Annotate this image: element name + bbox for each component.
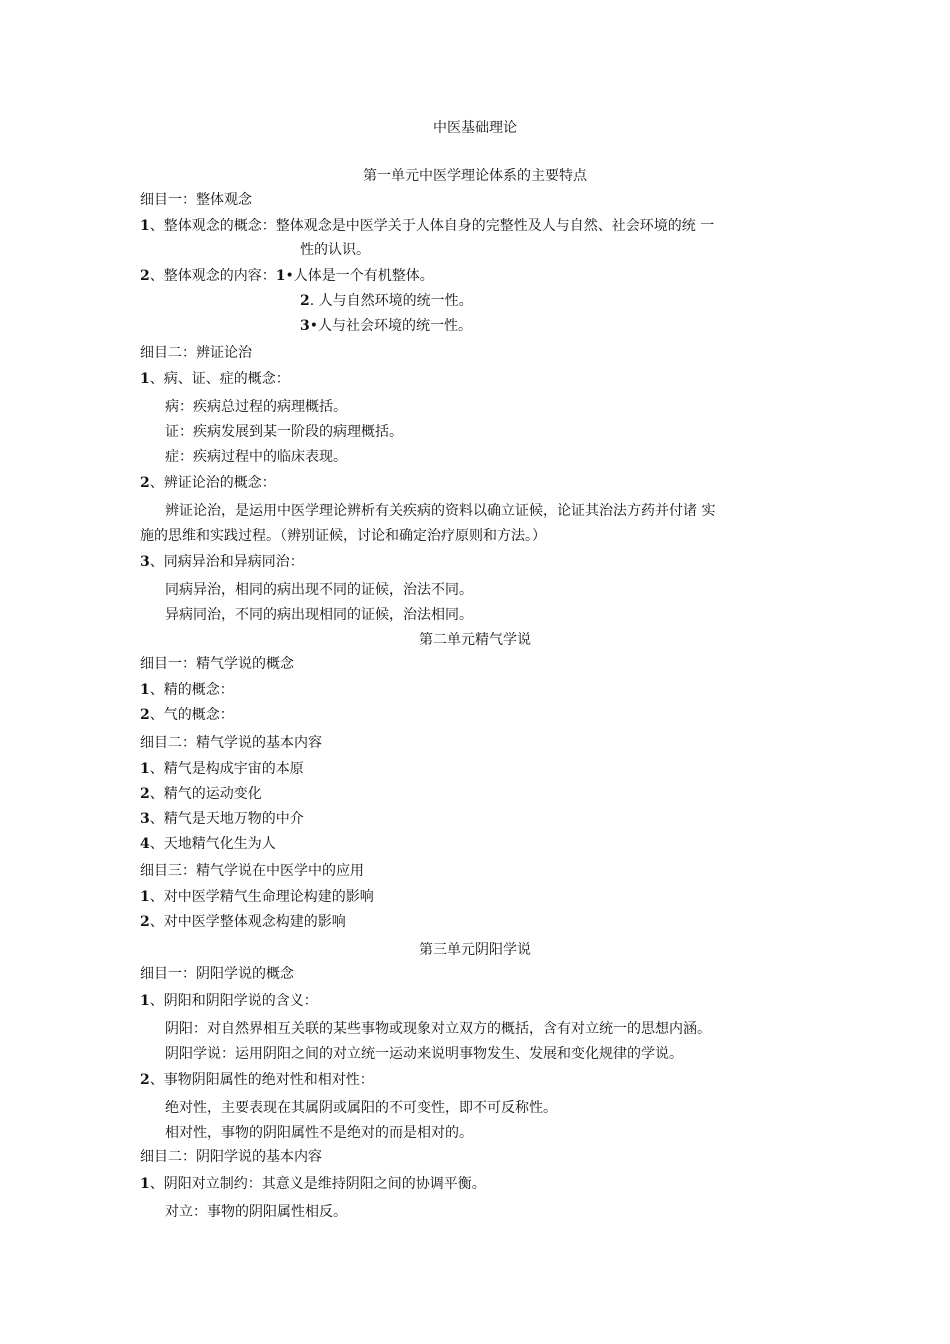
unit-2-title: 第二单元精气学说 [419, 632, 531, 648]
sub-list-item: 3•人与社会环境的统一性。 [300, 318, 473, 334]
list-item: 4、天地精气化生为人 [140, 836, 276, 852]
list-item: 1、精气是构成宇宙的本原 [140, 761, 304, 777]
unit-1-title: 第一单元中医学理论体系的主要特点 [363, 168, 587, 184]
paragraph: 症：疾病过程中的临床表现。 [165, 449, 347, 465]
sub-list-item: 2. 人与自然环境的统一性。 [300, 293, 473, 309]
paragraph-continuation: 施的思维和实践过程。（辨别证候，讨论和确定治疗原则和方法。） [140, 528, 546, 544]
list-item: 1、阴阳和阴阳学说的含义： [140, 993, 318, 1009]
paragraph: 阴阳学说：运用阴阳之间的对立统一运动来说明事物发生、发展和变化规律的学说。 [165, 1046, 683, 1062]
document-title: 中医基础理论 [433, 120, 517, 136]
list-item: 2、对中医学整体观念构建的影响 [140, 914, 346, 930]
list-item: 2、气的概念： [140, 707, 234, 723]
paragraph: 绝对性，主要表现在其属阴或属阳的不可变性，即不可反称性。 [165, 1100, 557, 1116]
paragraph: 相对性，事物的阴阳属性不是绝对的而是相对的。 [165, 1125, 473, 1141]
unit-3-section-1-heading: 细目一：阴阳学说的概念 [140, 966, 294, 982]
paragraph: 证：疾病发展到某一阶段的病理概括。 [165, 424, 403, 440]
list-item: 2、精气的运动变化 [140, 786, 262, 802]
paragraph: 对立：事物的阴阳属性相反。 [165, 1204, 347, 1220]
unit-2-section-3-heading: 细目三：精气学说在中医学中的应用 [140, 863, 364, 879]
paragraph: 辨证论治，是运用中医学理论辨析有关疾病的资料以确立证候，论证其治法方药并付诸 实 [165, 503, 716, 519]
list-item: 3、同病异治和异病同治： [140, 554, 304, 570]
paragraph: 阴阳：对自然界相互关联的某些事物或现象对立双方的概括，含有对立统一的思想内涵。 [165, 1021, 711, 1037]
list-item: 2、事物阴阳属性的绝对性和相对性： [140, 1072, 374, 1088]
unit-1-section-2-heading: 细目二：辨证论治 [140, 345, 252, 361]
list-item: 3、精气是天地万物的中介 [140, 811, 304, 827]
list-item: 1、整体观念的概念：整体观念是中医学关于人体自身的完整性及人与自然、社会环境的统 一 [140, 218, 715, 234]
paragraph: 同病异治，相同的病出现不同的证候，治法不同。 [165, 582, 473, 598]
list-item: 1、病、证、症的概念： [140, 371, 290, 387]
list-item: 1、对中医学精气生命理论构建的影响 [140, 889, 374, 905]
unit-1-section-1-heading: 细目一：整体观念 [140, 192, 252, 208]
unit-2-section-1-heading: 细目一：精气学说的概念 [140, 656, 294, 672]
list-item: 1、精的概念： [140, 682, 234, 698]
unit-3-title: 第三单元阴阳学说 [419, 942, 531, 958]
unit-2-section-2-heading: 细目二：精气学说的基本内容 [140, 735, 322, 751]
paragraph: 异病同治，不同的病出现相同的证候，治法相同。 [165, 607, 473, 623]
unit-3-section-2-heading: 细目二：阴阳学说的基本内容 [140, 1149, 322, 1165]
paragraph: 病：疾病总过程的病理概括。 [165, 399, 347, 415]
list-item: 2、辨证论治的概念： [140, 475, 276, 491]
list-item: 2、整体观念的内容：1•人体是一个有机整体。 [140, 268, 434, 284]
list-item: 1、阴阳对立制约：其意义是维持阴阳之间的协调平衡。 [140, 1176, 486, 1192]
list-item-continuation: 性的认识。 [300, 242, 370, 258]
